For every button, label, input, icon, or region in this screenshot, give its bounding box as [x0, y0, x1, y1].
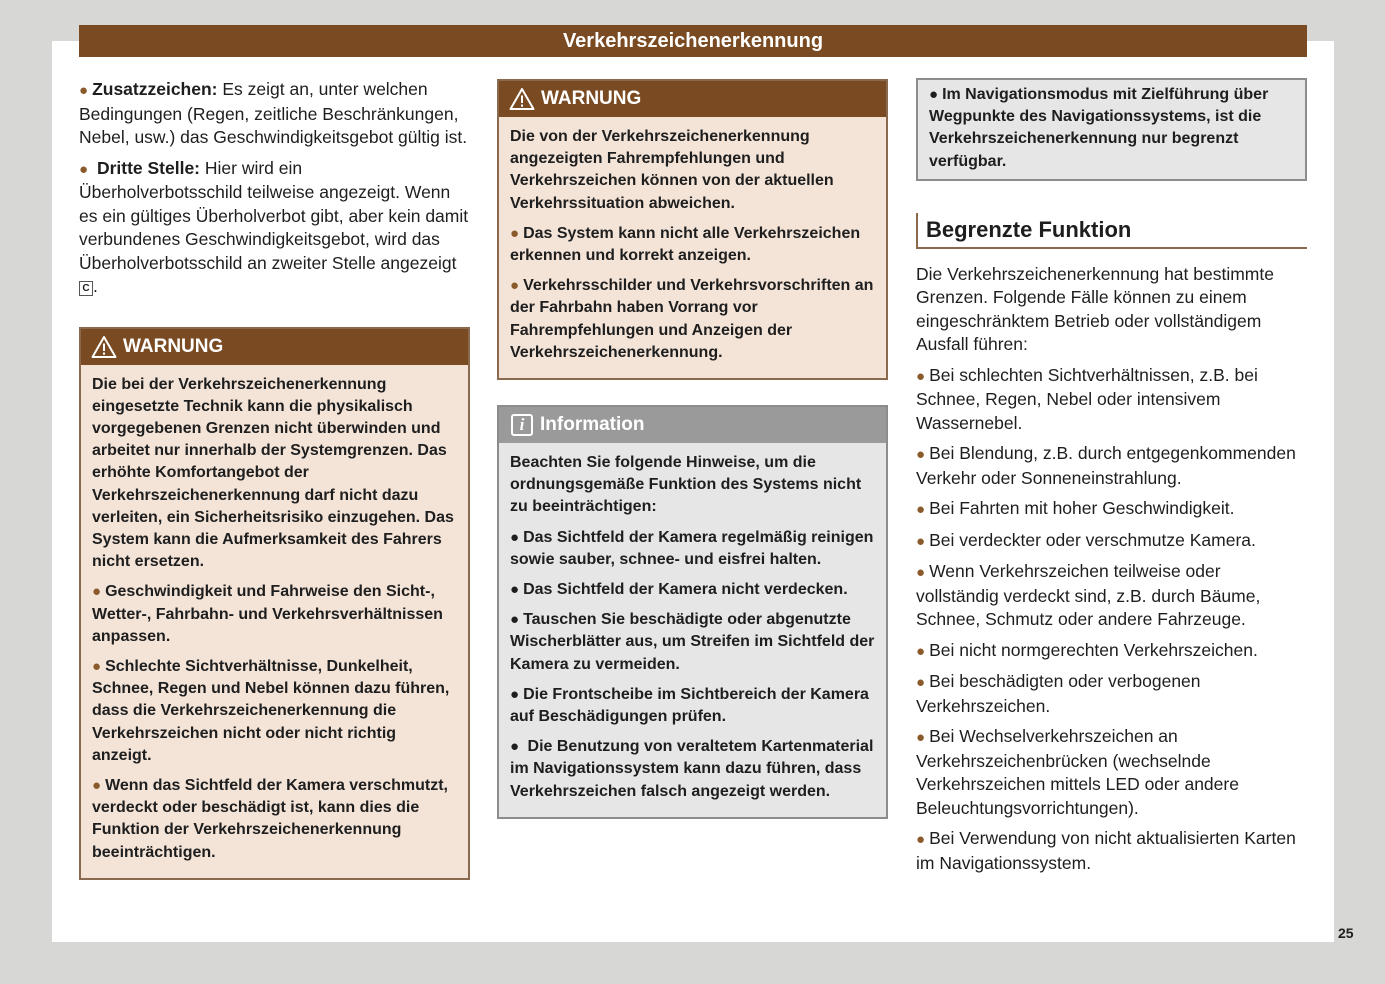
list-item-text: Wenn Verkehrszeichen teilweise oder vollständig verdeckt sind, z.B. durch Bäume, Schnee, Schmutz oder andere Fahrzeuge. — [916, 561, 1261, 630]
warning-body — [81, 365, 468, 878]
paragraph-text: Hier wird ein Überholverbotsschild teilweise angezeigt. Wenn es ein gültiges Überholverbot gibt, aber kein damit verbundenes Geschwindigkeitsgebot, wird das Überholverbotsschild an zweiter Stelle angezeigt — [79, 157, 469, 273]
warning-bullet — [92, 775, 458, 864]
list-item-text: Bei Blendung, z.B. durch entgegenkommenden Verkehr oder Sonneneinstrahlung. — [916, 443, 1296, 488]
list-item-text: Bei beschädigten oder verbogenen Verkehrszeichen. — [916, 671, 1201, 716]
information-bullet-text: Das Sichtfeld der Kamera regelmäßig reinigen sowie sauber, schnee- und eisfrei halten. — [510, 528, 874, 568]
warning-bullet — [510, 275, 876, 364]
warning-bullet-text: Wenn das Sichtfeld der Kamera verschmutzt, verdeckt oder beschädigt ist, kann dies die Funktion der Verkehrszeichenerkennung beeinträchtigen. — [92, 776, 448, 861]
bullet-icon: ● — [510, 581, 520, 599]
bullet-icon: ● — [916, 446, 926, 464]
bullet-icon: ● — [79, 82, 89, 99]
paragraph-end: . — [93, 276, 98, 296]
bullet-icon: ● — [916, 642, 926, 660]
section-intro: Die Verkehrszeichenerkennung hat bestimmte Grenzen. Folgende Fälle können zu einem eingeschränktem Betrieb oder vollständigem Ausfall führen: — [916, 263, 1274, 355]
warning-bullet-text: Schlechte Sichtverhältnisse, Dunkelheit, Schnee, Regen und Nebel können dazu führen, dass die Verkehrszeichenerkennung die Verkehrszeichen nicht oder nicht richtig anzeigt. — [92, 657, 450, 764]
bullet-icon: ● — [510, 224, 520, 242]
bullet-icon: ● — [510, 277, 520, 295]
list-item — [916, 670, 1307, 718]
bullet-icon: ● — [916, 729, 926, 747]
bullet-icon: ● — [92, 583, 102, 601]
column-2 — [497, 78, 888, 819]
bullet-icon: ● — [916, 674, 926, 692]
information-bullet — [510, 736, 876, 803]
warning-header — [499, 81, 886, 117]
bullet-icon: ● — [510, 685, 520, 703]
figure-reference-c: C — [79, 281, 93, 296]
bullet-icon: ● — [916, 501, 926, 519]
information-bullet-text: Das Sichtfeld der Kamera nicht verdecken. — [523, 581, 848, 599]
bullet-icon: ● — [92, 657, 102, 675]
bullet-icon: ● — [929, 86, 939, 103]
paragraph-lead: Dritte Stelle: — [96, 157, 201, 178]
warning-bullet — [92, 656, 458, 767]
warning-box-2 — [497, 79, 888, 380]
bullet-icon: ● — [79, 160, 89, 178]
list-item — [916, 442, 1307, 490]
bullet-icon: ● — [510, 738, 520, 756]
warning-intro: Die bei der Verkehrszeichenerkennung eingesetzte Technik kann die physikalisch vorgegebenen Grenzen nicht überwinden und arbeitet nur innerhalb der Systemgrenzen. Das erhöhte Komfortangebot der Verkehrszeichenerkennung darf nicht dazu verleiten, ein Sicherheitsrisiko einzugehen. Das System kann die Aufmerksamkeit des Fahrers nicht ersetzen. — [92, 375, 454, 571]
information-header — [499, 407, 886, 443]
information-bullet-text: Die Frontscheibe im Sichtbereich der Kamera auf Beschädigungen prüfen. — [510, 685, 869, 726]
warning-bullet-text: Geschwindigkeit und Fahrweise den Sicht-, Wetter-, Fahrbahn- und Verkehrsverhältnissen anpassen. — [92, 583, 443, 645]
information-box — [497, 405, 888, 819]
warning-triangle-icon — [91, 335, 117, 359]
paragraph-dritte-stelle — [79, 157, 470, 299]
warning-bullet-text: Das System kann nicht alle Verkehrszeichen erkennen und korrekt anzeigen. — [510, 224, 861, 265]
warning-title: WARNUNG — [123, 335, 224, 357]
warning-body — [499, 117, 886, 378]
information-bullet-text: Tauschen Sie beschädigte oder abgenutzte Wischerblätter aus, um Streifen im Sichtfeld der Kamera zu vermeiden. — [510, 611, 875, 673]
page-title: Verkehrszeichenerkennung — [79, 25, 1307, 57]
warning-title: WARNUNG — [541, 88, 642, 109]
bullet-icon: ● — [916, 831, 926, 849]
paragraph-zusatzzeichen — [79, 78, 470, 150]
warning-box-1 — [79, 327, 470, 880]
note-text-content: Im Navigationsmodus mit Zielführung über Wegpunkte des Navigationssystems, ist die Verkehrszeichenerkennung nur begrenzt verfügbar. — [929, 86, 1269, 170]
list-item — [916, 529, 1307, 554]
list-item — [916, 827, 1307, 875]
information-title: Information — [540, 414, 645, 436]
bullet-icon: ● — [916, 532, 926, 550]
list-item — [916, 497, 1307, 522]
information-bullet — [510, 579, 876, 601]
list-item — [916, 364, 1307, 436]
list-item-text: Bei verdeckter oder verschmutze Kamera. — [929, 529, 1256, 550]
list-item-text: Bei nicht normgerechten Verkehrszeichen. — [929, 639, 1258, 660]
paragraph-text: Es zeigt an, unter welchen Bedingungen (Regen, zeitliche Beschränkungen, Nebel, usw.) das Geschwindigkeitsgebot gültig ist. — [79, 79, 468, 147]
information-intro: Beachten Sie folgende Hinweise, um die ordnungsgemäße Funktion des Systems nicht zu beeinträchtigen: — [510, 454, 862, 516]
info-icon: i — [511, 414, 533, 436]
warning-bullet — [92, 581, 458, 648]
note-text — [929, 84, 1295, 173]
list-item — [916, 639, 1307, 664]
information-bullet-text: Die Benutzung von veraltetem Kartenmaterial im Navigationssystem kann dazu führen, dass Verkehrszeichen falsch angezeigt werden. — [510, 738, 874, 800]
paragraph-lead: Zusatzzeichen: — [92, 79, 218, 99]
bullet-icon: ● — [510, 611, 520, 629]
warning-bullet-text: Verkehrsschilder und Verkehrsvorschriften an der Fahrbahn haben Vorrang vor Fahrempfehlungen und Anzeigen der Verkehrszeichenerkennung. — [510, 277, 874, 361]
list-item-text: Bei Fahrten mit hoher Geschwindigkeit. — [929, 498, 1235, 519]
bullet-icon: ● — [510, 528, 520, 546]
section-heading: Begrenzte Funktion — [916, 213, 1307, 249]
column-1 — [79, 78, 470, 880]
list-item-text: Bei Verwendung von nicht aktualisierten Karten im Navigationssystem. — [916, 828, 1296, 873]
bullet-icon: ● — [92, 776, 102, 794]
list-item-text: Bei Wechselverkehrszeichen an Verkehrszeichenbrücken (wechselnde Verkehrszeichen mittels LED oder andere Beleuchtungsvorrichtungen). — [916, 726, 1239, 818]
warning-header — [81, 329, 468, 365]
page-number: 25 — [1338, 925, 1354, 941]
information-bullet — [510, 609, 876, 676]
list-item — [916, 560, 1307, 632]
information-bullet — [510, 684, 876, 728]
warning-triangle-icon — [509, 87, 535, 111]
note-box — [916, 78, 1307, 181]
column-3 — [916, 78, 1307, 882]
bullet-icon: ● — [916, 564, 926, 582]
bullet-icon: ● — [916, 367, 926, 385]
list-item-text: Bei schlechten Sichtverhältnissen, z.B. bei Schnee, Regen, Nebel oder intensivem Wassernebel. — [916, 364, 1258, 433]
warning-intro: Die von der Verkehrszeichenerkennung angezeigten Fahrempfehlungen und Verkehrszeichen können von der aktuellen Verkehrssituation abweichen. — [510, 128, 834, 212]
information-bullet — [510, 527, 876, 571]
list-item — [916, 725, 1307, 820]
warning-bullet — [510, 223, 876, 267]
information-body — [499, 443, 886, 817]
